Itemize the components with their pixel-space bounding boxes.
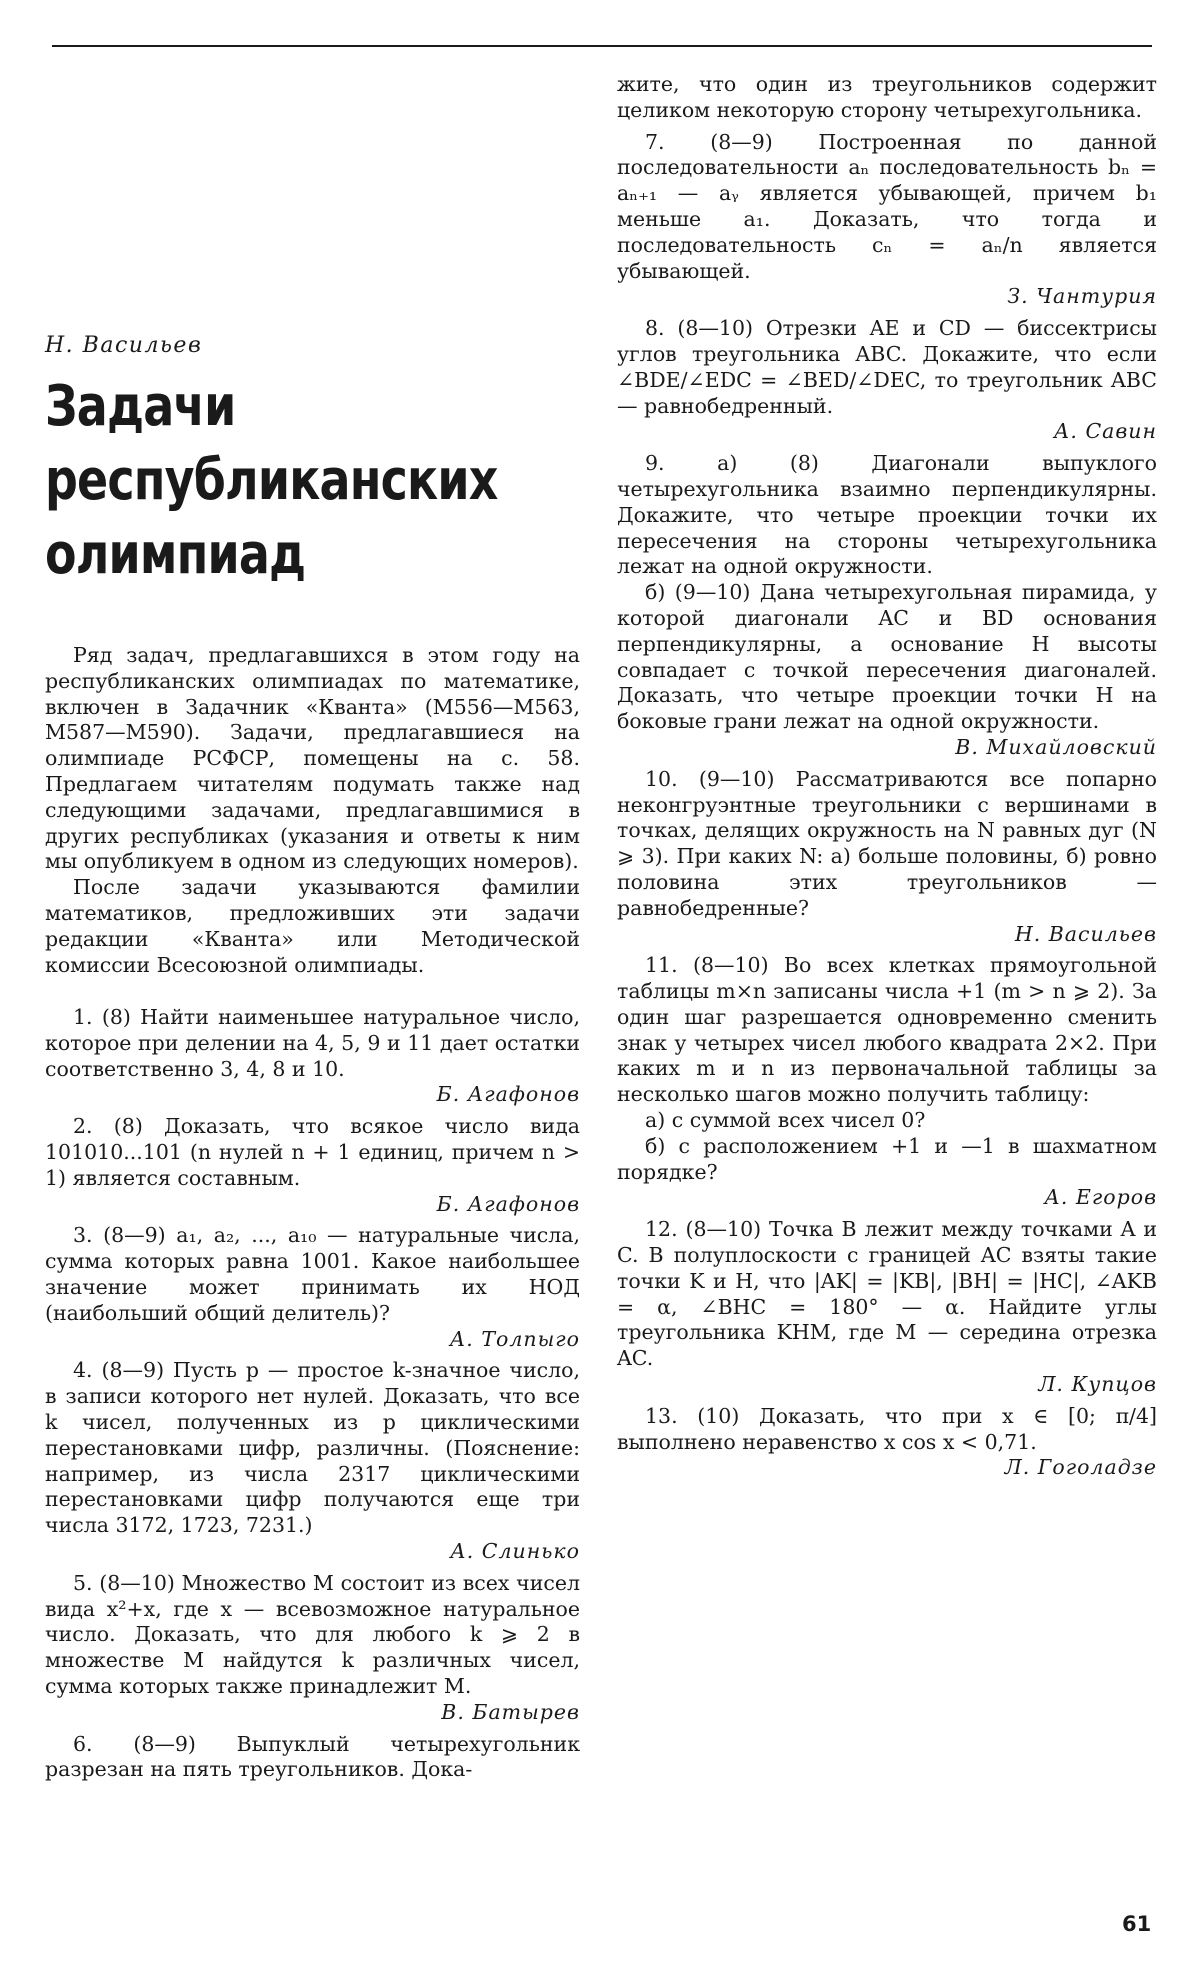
problem-3: 3. (8—9) a₁, a₂, ..., a₁₀ — натуральные числа, сумма которых равна 1001. Какое наибольшее значение может принимать их НОД (наибольший общий делитель)?: [45, 1223, 580, 1325]
problem-3-author: А. Толпыго: [449, 1326, 580, 1351]
problem-11: 11. (8—10) Во всех клетках прямоугольной таблицы m×n записаны числа +1 (m > n ⩾ 2). За один шаг разрешается одновременно сменить знак у четырех чисел любого квадрата 2×2. При каких m и n из первоначальной таблицы за несколько шагов можно получить таблицу:: [617, 953, 1157, 1107]
page-number: 61: [1122, 1912, 1152, 1936]
problem-9b: б) (9—10) Дана четырехугольная пирамида, у которой диагонали AC и BD основания перпендикулярны, а основание H высоты совпадает с точкой пересечения диагоналей. Доказать, что четыре проекции точки H на боковые грани лежат на одной окружности.: [617, 580, 1157, 734]
problem-2-author: Б. Агафонов: [436, 1191, 580, 1216]
problem-12-author: Л. Купцов: [1038, 1372, 1157, 1397]
article-title: [45, 370, 498, 592]
problem-11-author: А. Егоров: [1044, 1185, 1157, 1210]
problem-8: 8. (8—10) Отрезки AE и CD — биссектрисы углов треугольника ABC. Докажите, что если ∠BDE/∠EDC = ∠BED/∠DEC, то треугольник ABC — равнобедренный.: [617, 316, 1157, 418]
problem-9-author: В. Михайловский: [955, 734, 1157, 759]
problem-11b: б) с расположением +1 и —1 в шахматном порядке?: [617, 1133, 1157, 1184]
problem-2: 2. (8) Доказать, что всякое число вида 101010...101 (n нулей n + 1 единиц, причем n > 1) является составным.: [45, 1114, 580, 1190]
problem-4: 4. (8—9) Пусть p — простое k-значное число, в записи которого нет нулей. Доказать, что все k чисел, полученных из p циклическими перестановками цифр, различны. (Пояснение: например, из числа 2317 циклическими перестановками цифр получаются еще три числа 3172, 1723, 7231.): [45, 1358, 580, 1538]
problem-5: 5. (8—10) Множество M состоит из всех чисел вида x²+x, где x — всевозможное натуральное число. Доказать, что для любого k ⩾ 2 в множестве M найдутся k различных чисел, сумма которых также принадлежит M.: [45, 1570, 580, 1698]
problem-5-author: В. Батырев: [441, 1699, 580, 1724]
article-author: Н. Васильев: [45, 333, 203, 358]
problem-10-author: Н. Васильев: [1014, 921, 1157, 946]
problem-4-author: А. Слинько: [450, 1538, 580, 1563]
intro-section: [45, 643, 580, 978]
right-problems-column: [617, 72, 1157, 1487]
problem-13-author: Л. Гоголадзе: [1004, 1455, 1157, 1480]
intro-paragraph-2: После задачи указываются фамилии математиков, предложивших эти задачи редакции «Кванта» или Методической комиссии Всесоюзной олимпиады.: [45, 875, 580, 977]
problem-13: 13. (10) Доказать, что при x ∈ [0; π/4] выполнено неравенство x cos x < 0,71.: [617, 1403, 1157, 1454]
problem-7: 7. (8—9) Построенная по данной последовательности aₙ последовательность bₙ = aₙ₊₁ — aᵧ является убывающей, причем b₁ меньше a₁. Доказать, что тогда и последовательность cₙ = aₙ/n является убывающей.: [617, 129, 1157, 283]
problem-12: 12. (8—10) Точка B лежит между точками A и C. В полуплоскости с границей AC взяты такие точки K и H, что |AK| = |KB|, |BH| = |HC|, ∠AKB = α, ∠BHC = 180° — α. Найдите углы треугольника KHM, где M — середина отрезка AC.: [617, 1217, 1157, 1371]
intro-paragraph-1: Ряд задач, предлагавшихся в этом году на республиканских олимпиадах по математике, включен в Задачник «Кванта» (М556—М563, М587—М590). Задачи, предлагавшиеся на олимпиаде РСФСР, помещены на с. 58. Предлагаем читателям подумать также над следующими задачами, предлагавшимися в других республиках (указания и ответы к ним мы опубликуем в одном из следующих номеров).: [45, 643, 580, 874]
problem-11a: а) с суммой всех чисел 0?: [645, 1108, 926, 1133]
problem-10: 10. (9—10) Рассматриваются все попарно неконгруэнтные треугольники с вершинами в точках, делящих окружность на N равных дуг (N ⩾ 3). При каких N: а) больше половины, б) ровно половина этих треугольников — равнобедренные?: [617, 766, 1157, 920]
problem-1: 1. (8) Найти наименьшее натуральное число, которое при делении на 4, 5, 9 и 11 дает остатки соответственно 3, 4, 8 и 10.: [45, 1005, 580, 1081]
problem-1-author: Б. Агафонов: [436, 1082, 580, 1107]
title-line-2: республиканских: [45, 448, 498, 513]
title-line-1: Задачи: [45, 374, 236, 439]
problem-8-author: А. Савин: [1053, 419, 1157, 444]
problem-9a: 9. а) (8) Диагонали выпуклого четырехугольника взаимно перпендикулярны. Докажите, что четыре проекции точки их пересечения на стороны четырехугольника лежат на одной окружности.: [617, 451, 1157, 579]
problem-7-author: З. Чантурия: [1007, 284, 1157, 309]
problem-6-start: 6. (8—9) Выпуклый четырехугольник разрезан на пять треугольников. Дока-: [45, 1731, 580, 1782]
title-line-3: олимпиад: [45, 522, 306, 587]
top-rule: [52, 45, 1152, 47]
problem-6-end: жите, что один из треугольников содержит целиком некоторую сторону четырехугольника.: [617, 72, 1157, 122]
left-problems-column: [45, 1005, 580, 1783]
